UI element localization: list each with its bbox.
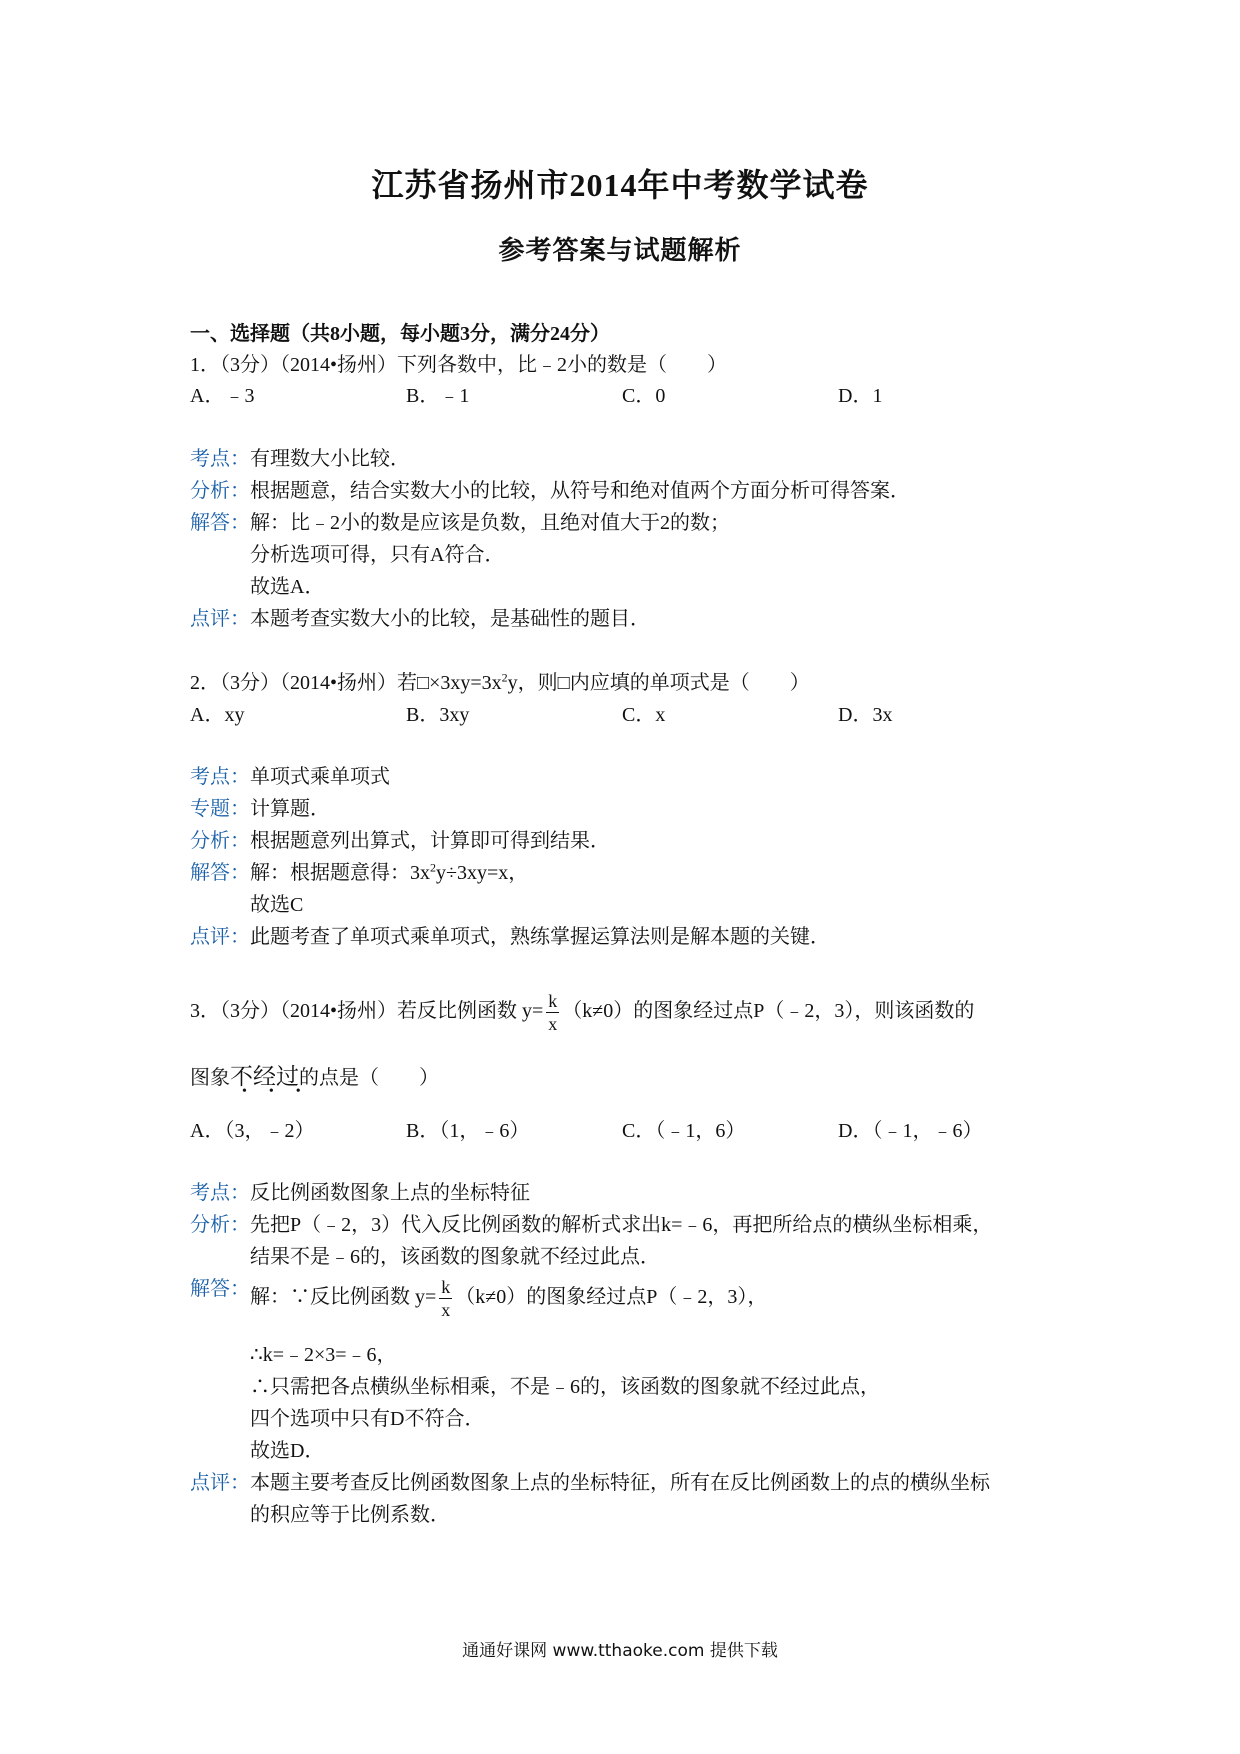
- q3-option-b: B．（1，﹣6）: [406, 1120, 530, 1142]
- q2-option-a: A．xy: [190, 704, 245, 726]
- q2-fenxi: [190, 824, 610, 853]
- q2-jieda-a: 解：根据题意得：3x: [250, 862, 430, 884]
- q3-jieda-line2: ∴k=﹣2×3=﹣6，: [250, 1344, 397, 1366]
- q3-option-a: A．（3，﹣2）: [190, 1120, 315, 1142]
- q3-dianping-text: 本题主要考查反比例函数图象上点的坐标特征，所有在反比例函数上的点的横纵坐标: [250, 1472, 990, 1494]
- q2-option-b: B．3xy: [406, 704, 470, 726]
- q2-stem-sup: 2: [501, 670, 508, 685]
- q1-dianping-text: 本题考查实数大小的比较，是基础性的题目．: [250, 608, 650, 630]
- q3-kaodian-text: 反比例函数图象上点的坐标特征: [250, 1182, 530, 1204]
- q3-stem2-b: 的点是（ ）: [299, 1067, 439, 1089]
- dianping-label: 点评：: [190, 1472, 250, 1494]
- q3-options: [190, 1114, 1070, 1140]
- fraction-numerator: k: [441, 1277, 451, 1297]
- fraction-numerator: k: [548, 991, 558, 1011]
- q2-dianping-text: 此题考查了单项式乘单项式，熟练掌握运算法则是解本题的关键．: [250, 926, 830, 948]
- emphasis-dots: •••: [242, 1084, 323, 1099]
- q3-fenxi: [190, 1208, 992, 1237]
- q2-jieda-sup: 2: [430, 860, 436, 875]
- q2-zhuanti: [190, 792, 330, 821]
- q3-emphasis-text: 不经过: [230, 1064, 299, 1089]
- q3-jieda-1b: （k≠0）的图象经过点P（﹣2，3），: [455, 1286, 768, 1309]
- fraction-denominator: x: [548, 1014, 558, 1034]
- q1-jieda-line3: 故选A．: [250, 576, 325, 598]
- page-subtitle: 参考答案与试题解析: [498, 236, 742, 265]
- q3-jieda-label-line: [190, 1272, 250, 1301]
- q2-option-c: C．x: [622, 704, 666, 726]
- fenxi-label: 分析：: [190, 830, 250, 852]
- q2-option-d: D．3x: [838, 704, 893, 726]
- q3-jieda-1a: 解：∵反比例函数 y=: [250, 1286, 437, 1309]
- q1-fenxi-text: 根据题意，结合实数大小的比较，从符号和绝对值两个方面分析可得答案．: [250, 480, 910, 502]
- kaodian-label: 考点：: [190, 766, 250, 788]
- q3-fenxi-line2: 结果不是﹣6的，该函数的图象就不经过此点．: [250, 1246, 660, 1268]
- q3-fraction: [546, 992, 559, 1033]
- q1-stem: 1．（3分）（2014•扬州）下列各数中，比﹣2小的数是（ ）: [190, 354, 728, 376]
- zhuanti-label: 专题：: [190, 798, 250, 820]
- footer-credit: 通通好课网 www.tthaoke.com 提供下载: [462, 1641, 778, 1661]
- q2-dianping: [190, 920, 830, 949]
- q2-zhuanti-text: 计算题．: [250, 798, 330, 820]
- kaodian-label: 考点：: [190, 1182, 250, 1204]
- fenxi-label: 分析：: [190, 1214, 250, 1236]
- q3-fenxi-text: 先把P（﹣2，3）代入反比例函数的解析式求出k=﹣6，再把所给点的横纵坐标相乘，: [250, 1214, 993, 1236]
- q2-jieda-line2: 故选C: [250, 894, 304, 916]
- q1-fenxi: [190, 474, 910, 503]
- q3-option-c: C．（﹣1，6）: [622, 1120, 746, 1142]
- q2-stem: [190, 666, 810, 695]
- q3-stem-a: 3．（3分）（2014•扬州）若反比例函数 y=: [190, 1000, 544, 1023]
- q3-jieda-line5: 故选D．: [250, 1440, 325, 1462]
- q1-option-a: A．﹣3: [190, 385, 255, 407]
- page-title: 江苏省扬州市2014年中考数学试卷: [371, 167, 869, 203]
- q3-stem-line2: [190, 1058, 439, 1099]
- kaodian-label: 考点：: [190, 448, 250, 470]
- q1-option-d: D．1: [838, 385, 883, 407]
- section-heading: 一、选择题（共8小题，每小题3分，满分24分）: [190, 323, 610, 345]
- q1-options: [190, 379, 1070, 405]
- fenxi-label: 分析：: [190, 480, 250, 502]
- q3-option-d: D．（﹣1，﹣6）: [838, 1120, 983, 1142]
- q3-dianping: [190, 1466, 990, 1495]
- q3-dianping-line2: 的积应等于比例系数．: [250, 1504, 450, 1526]
- q1-kaodian-text: 有理数大小比较．: [250, 448, 410, 470]
- q3-jieda-line3: ∴只需把各点横纵坐标相乘，不是﹣6的，该函数的图象就不经过此点，: [250, 1376, 880, 1398]
- q1-option-b: B．﹣1: [406, 385, 470, 407]
- q2-fenxi-text: 根据题意列出算式，计算即可得到结果．: [250, 830, 610, 852]
- q3-jieda-line1: [250, 1278, 767, 1319]
- jieda-label: 解答：: [190, 1278, 250, 1300]
- q2-stem-b: y，则□内应填的单项式是（ ）: [507, 672, 810, 694]
- q3-stem: [190, 992, 974, 1033]
- q1-jieda-line2: 分析选项可得，只有A符合．: [250, 544, 505, 566]
- q1-kaodian: [190, 442, 410, 471]
- dianping-label: 点评：: [190, 926, 250, 948]
- q1-dianping: [190, 602, 650, 631]
- q3-stem-b: （k≠0）的图象经过点P（﹣2，3），则该函数的: [562, 1000, 975, 1023]
- q2-kaodian: [190, 760, 390, 789]
- q2-options: [190, 698, 1070, 724]
- jieda-label: 解答：: [190, 862, 250, 884]
- q3-jieda-fraction: [439, 1278, 452, 1319]
- q2-jieda-b: y÷3xy=x，: [436, 862, 529, 884]
- q3-kaodian: [190, 1176, 530, 1205]
- fraction-denominator: x: [441, 1300, 451, 1320]
- q3-jieda-line4: 四个选项中只有D不符合．: [250, 1408, 485, 1430]
- q2-jieda: [190, 856, 528, 885]
- q2-stem-a: 2．（3分）（2014•扬州）若□×3xy=3x: [190, 672, 502, 694]
- q1-jieda: [190, 506, 730, 535]
- q1-jieda-text: 解：比﹣2小的数是应该是负数，且绝对值大于2的数；: [250, 512, 730, 534]
- q1-option-c: C．0: [622, 385, 666, 407]
- q3-stem2-a: 图象: [190, 1067, 230, 1089]
- q2-kaodian-text: 单项式乘单项式: [250, 766, 390, 788]
- dianping-label: 点评：: [190, 608, 250, 630]
- jieda-label: 解答：: [190, 512, 250, 534]
